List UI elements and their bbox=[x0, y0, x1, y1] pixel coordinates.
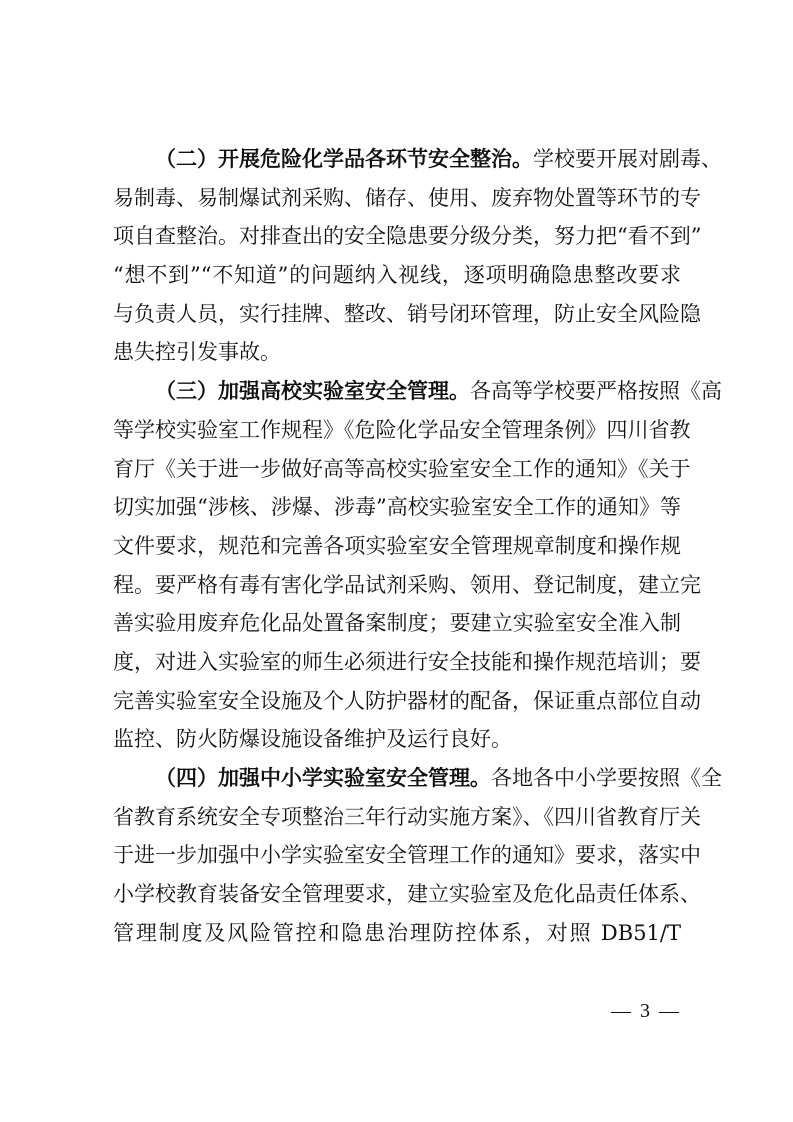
paragraph-2-line: 育厅《关于进一步做好高等高校实验室安全工作的通知》《关于 bbox=[113, 456, 691, 481]
paragraph-1-first-line bbox=[113, 140, 722, 179]
paragraph-2-line: 善实验用废弃危化品处置备案制度；要建立实验室安全准入制 bbox=[113, 611, 681, 636]
section-heading-4: （四）加强中小学实验室安全管理。 bbox=[155, 765, 491, 790]
paragraph-2-text: 各高等学校要严格按照《高 bbox=[470, 379, 722, 404]
paragraph-1-line: 项自查整治。对排查出的安全隐患要分级分类，努力把“看不到” bbox=[113, 224, 702, 249]
paragraph-2-line: 程。要严格有毒有害化学品试剂采购、领用、登记制度，建立完 bbox=[113, 572, 701, 597]
paragraph-3-line: 小学校教育装备安全管理要求，建立实验室及危化品责任体系、 bbox=[113, 882, 701, 907]
body-text bbox=[113, 140, 722, 952]
paragraph-3-line: 管理制度及风险管控和隐患治理防控体系，对照 DB51/T bbox=[113, 920, 681, 945]
paragraph-1-line: “想不到”“不知道”的问题纳入视线，逐项明确隐患整改要求 bbox=[113, 263, 681, 288]
section-heading-3: （三）加强高校实验室安全管理。 bbox=[155, 378, 470, 404]
section-heading-2: （二）开展危险化学品各环节安全整治。 bbox=[155, 146, 533, 171]
paragraph-3-line: 于进一步加强中小学实验室安全管理工作的通知》要求，落实中 bbox=[113, 843, 701, 868]
paragraph-2-line: 完善实验室安全设施及个人防护器材的配备，保证重点部位自动 bbox=[113, 688, 701, 713]
paragraph-1-text: 学校要开展对剧毒、 bbox=[533, 147, 722, 171]
paragraph-3-line: 省教育系统安全专项整治三年行动实施方案》、《四川省教育厅关 bbox=[113, 804, 701, 829]
paragraph-2-first-line bbox=[113, 372, 722, 411]
paragraph-3-text: 各地各中小学要按照《全 bbox=[491, 766, 722, 790]
paragraph-1-line: 与负责人员，实行挂牌、整改、销号闭环管理，防止安全风险隐 bbox=[113, 301, 701, 326]
paragraph-1-line: 易制毒、易制爆试剂采购、储存、使用、废弃物处置等环节的专 bbox=[113, 185, 701, 210]
page-number: — 3 — bbox=[611, 1000, 681, 1022]
paragraph-2-line: 文件要求，规范和完善各项实验室安全管理规章制度和操作规 bbox=[113, 533, 681, 558]
paragraph-2-line: 监控、防火防爆设施设备维护及运行良好。 bbox=[113, 727, 512, 752]
paragraph-2-line: 度，对进入实验室的师生必须进行安全技能和操作规范培训；要 bbox=[113, 649, 701, 674]
paragraph-1-line: 患失控引发事故。 bbox=[113, 340, 281, 365]
paragraph-3-first-line bbox=[113, 759, 722, 798]
paragraph-2-line: 切实加强“涉核、涉爆、涉毒”高校实验室安全工作的通知》等 bbox=[113, 495, 681, 520]
paragraph-2-line: 等学校实验室工作规程》《危险化学品安全管理条例》四川省教 bbox=[113, 417, 691, 442]
